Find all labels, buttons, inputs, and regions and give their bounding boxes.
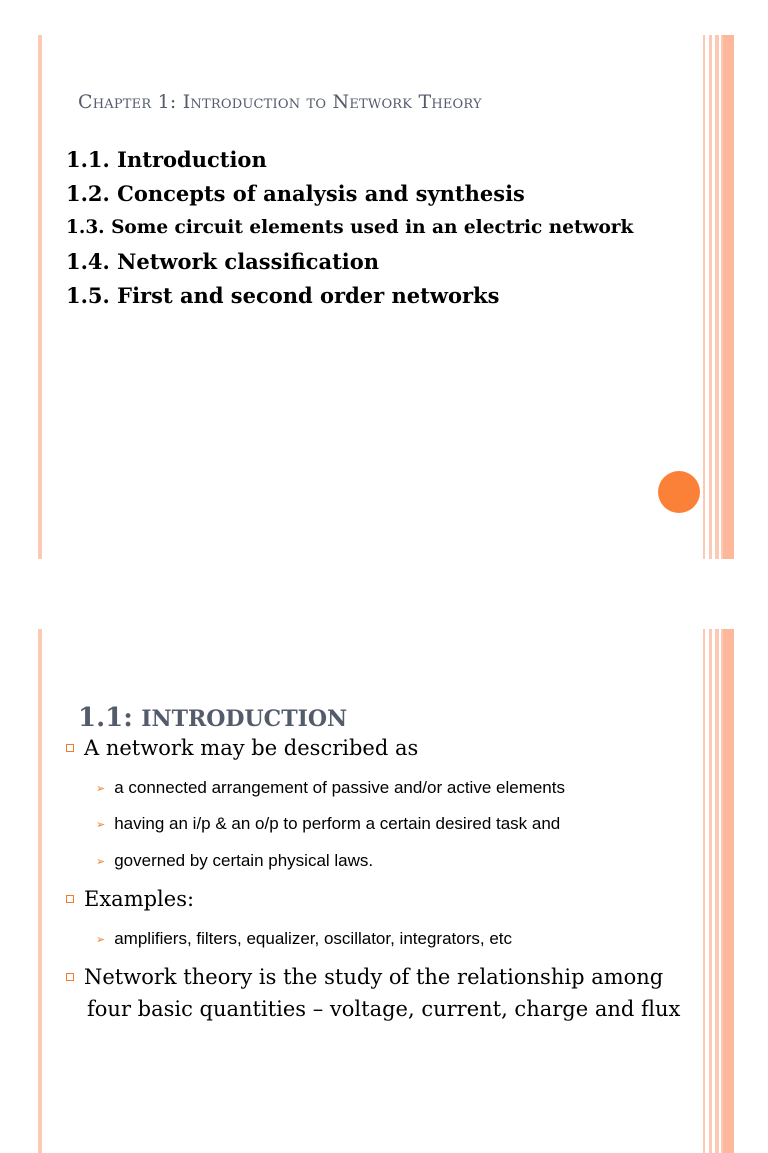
bullet-item [66,965,663,989]
bullet-text: Network theory is the study of the relationship among [84,965,664,989]
toc-item: 1.1. Introduction [66,147,267,172]
sub-bullet-text: amplifiers, filters, equalizer, oscillator, integrators, etc [114,929,512,948]
section-heading: INTRODUCTION [141,706,348,732]
section-number: 1.1: [78,703,133,733]
bullet-text: A network may be described as [84,736,419,760]
table-of-contents [66,143,633,313]
sub-bullet-text: having an i/p & an o/p to perform a certain desired task and [114,814,561,833]
right-border-stripe [709,629,712,1153]
bullet-continuation: four basic quantities – voltage, current, charge and flux [87,997,681,1021]
slide-2 [0,629,768,1153]
square-bullet-icon [66,895,74,903]
bullet-item [66,887,194,911]
arrow-bullet-icon: ➢ [96,782,106,795]
section-title [78,703,347,733]
right-border-stripe [709,35,712,559]
toc-item: 1.2. Concepts of analysis and synthesis [66,181,525,206]
bullet-item [66,736,418,760]
square-bullet-icon [66,744,74,752]
arrow-bullet-icon: ➢ [96,818,106,831]
toc-item: 1.5. First and second order networks [66,283,500,308]
orange-circle-icon [658,471,700,513]
right-border-stripe [715,629,734,1153]
right-border-stripe [703,629,705,1153]
arrow-bullet-icon: ➢ [96,933,106,946]
sub-bullet-text: governed by certain physical laws. [114,851,374,870]
sub-bullet-text: a connected arrangement of passive and/or active elements [114,778,565,797]
arrow-bullet-icon: ➢ [96,855,106,868]
right-border-stripe [715,35,734,559]
sub-bullet-item [96,814,560,834]
slide-1 [0,35,768,559]
sub-bullet-item [96,778,565,798]
chapter-title: Chapter 1: Introduction to Network Theory [78,91,482,113]
toc-item: 1.4. Network classification [66,249,380,274]
sub-bullet-item [96,929,512,949]
sub-bullet-item [96,851,373,871]
left-border [38,629,42,1153]
left-border [38,35,42,559]
square-bullet-icon [66,973,74,981]
bullet-text: Examples: [84,887,195,911]
toc-item: 1.3. Some circuit elements used in an electric network [66,217,634,238]
right-border-stripe [703,35,705,559]
